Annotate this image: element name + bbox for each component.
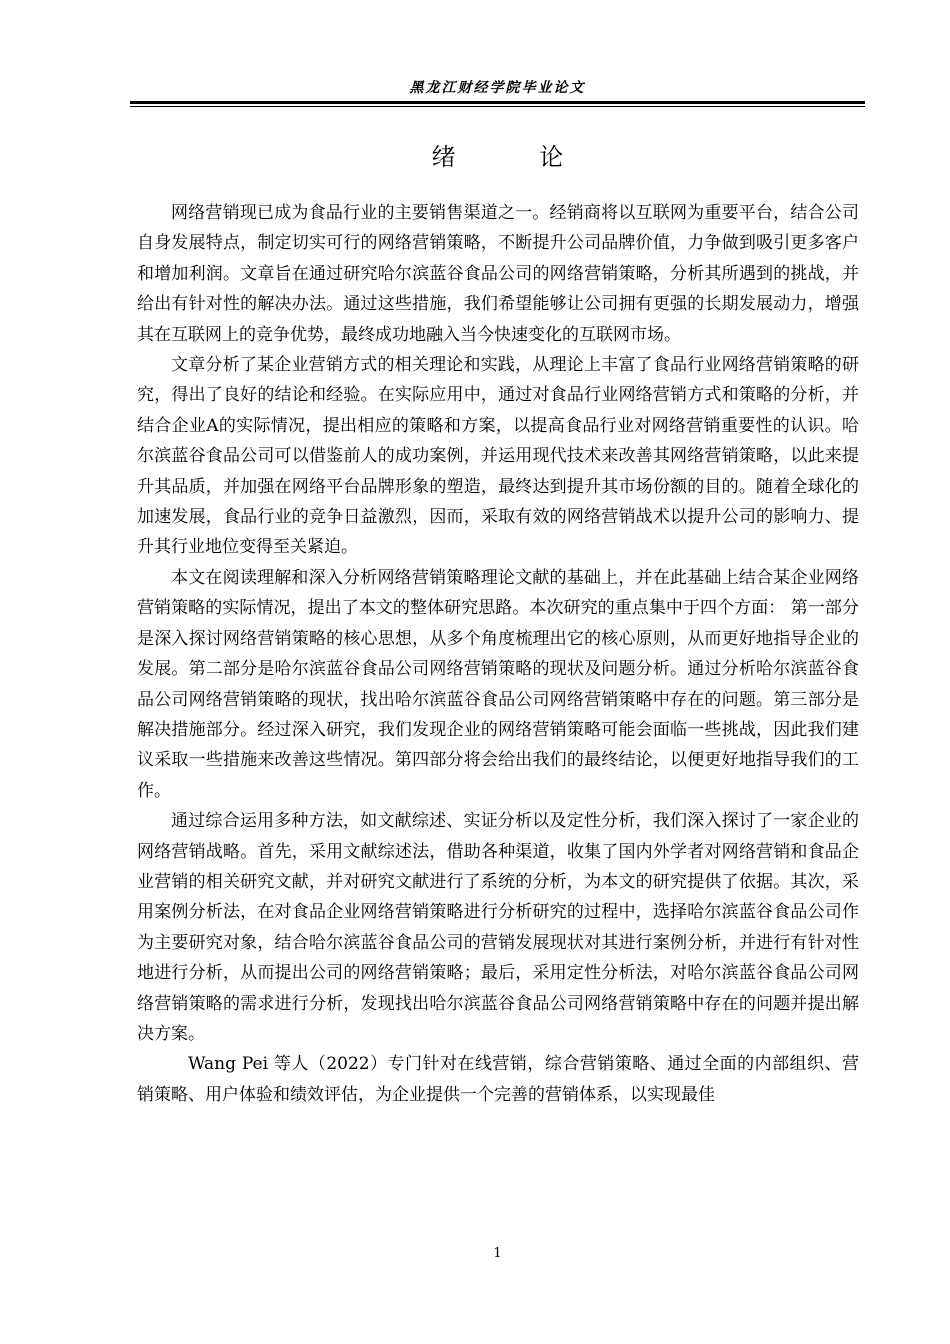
body-text [137, 198, 859, 1110]
header-rule-thin [130, 106, 865, 107]
paragraph-3: 本文在阅读理解和深入分析网络营销策略理论文献的基础上，并在此基础上结合某企业网络营销策略的实际情况，提出了本文的整体研究思路。本次研究的重点集中于四个方面： 第一部分是深入探讨网络营销策略的核心思想，从多个角度梳理出它的核心原则，从而更好地指导企业的发展。第二部分是哈尔滨蓝谷食品公司网络营销策略的现状及问题分析。通过分析哈尔滨蓝谷食品公司网络营销策略的现状，找出哈尔滨蓝谷食品公司网络营销策略中存在的问题。第三部分是解决措施部分。经过深入研究，我们发现企业的网络营销策略可能会面临一些挑战，因此我们建议采取一些措施来改善这些情况。第四部分将会给出我们的最终结论，以便更好地指导我们的工作。 [137, 567, 859, 801]
page-number: 1 [493, 1246, 502, 1261]
paragraph-5: Wang Pei 等人（2022）专门针对在线营销，综合营销策略、通过全面的内部组织、营销策略、用户体验和绩效评估，为企业提供一个完善的营销体系，以实现最佳 [137, 1054, 859, 1105]
header-rule [130, 101, 865, 104]
paragraph-2: 文章分析了某企业营销方式的相关理论和实践，从理论上丰富了食品行业网络营销策略的研究，得出了良好的结论和经验。在实际应用中，通过对食品行业网络营销方式和策略的分析，并结合企业A的实际情况，提出相应的策略和方案，以提高食品行业对网络营销重要性的认识。哈尔滨蓝谷食品公司可以借鉴前人的成功案例，并运用现代技术来改善其网络营销策略，以此来提升其品质，并加强在网络平台品牌形象的塑造，最终达到提升其市场份额的目的。随着全球化的加速发展，食品行业的竞争日益激烈，因而，采取有效的网络营销战术以提升公司的影响力、提升其行业地位变得至关紧迫。 [137, 355, 859, 558]
page-title: 绪 论 [431, 143, 602, 171]
paragraph-1: 网络营销现已成为食品行业的主要销售渠道之一。经销商将以互联网为重要平台，结合公司自身发展特点，制定切实可行的网络营销策略，不断提升公司品牌价值，力争做到吸引更多客户和增加利润。文章旨在通过研究哈尔滨蓝谷食品公司的网络营销策略，分析其所遇到的挑战，并给出有针对性的解决办法。通过这些措施，我们希望能够让公司拥有更强的长期发展动力，增强其在互联网上的竞争优势，最终成功地融入当今快速变化的互联网市场。 [137, 203, 859, 345]
running-header: 黑龙江财经学院毕业论文 [409, 80, 586, 96]
paragraph-4: 通过综合运用多种方法，如文献综述、实证分析以及定性分析，我们深入探讨了一家企业的网络营销战略。首先，采用文献综述法，借助各种渠道，收集了国内外学者对网络营销和食品企业营销的相关研究文献，并对研究文献进行了系统的分析，为本文的研究提供了依据。其次，采用案例分析法，在对食品企业网络营销策略进行分析研究的过程中，选择哈尔滨蓝谷食品公司作为主要研究对象，结合哈尔滨蓝谷食品公司的营销发展现状对其进行案例分析，并进行有针对性地进行分析，从而提出公司的网络营销策略；最后，采用定性分析法，对哈尔滨蓝谷食品公司网络营销策略的需求进行分析，发现找出哈尔滨蓝谷食品公司网络营销策略中存在的问题并提出解决方案。 [137, 811, 859, 1044]
